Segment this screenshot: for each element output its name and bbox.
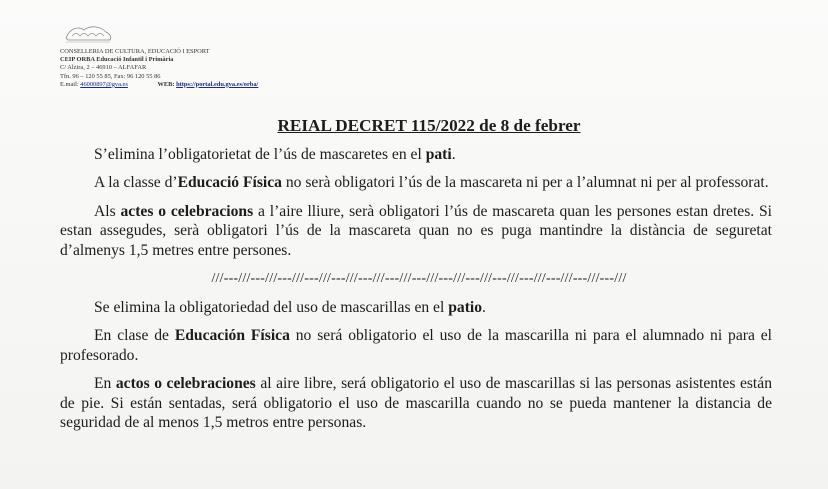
letterhead [60,22,258,89]
bold-run: actes o celebracions [120,202,254,220]
bold-run: Educació Física [177,174,282,191]
letterhead-school: CEIP ORBA Educació Infantil i Primària [60,56,174,64]
text-run: . [482,298,486,316]
document-body [60,116,772,442]
text-run: En [94,375,116,392]
text-run: no serà obligatori l’ús de la mascareta ni per a l’alumnat ni per al professorat. [281,174,769,191]
web-link[interactable]: https://portal.edu.gva.es/orba/ [176,80,259,88]
valencian-paragraph-events [60,202,772,261]
spanish-paragraph-patio [60,298,772,318]
web-group [157,81,258,88]
email-link[interactable]: 46000897@gva.es [80,80,128,88]
text-run: A la classe d’ [94,174,178,191]
web-label: WEB: [157,80,175,88]
text-run: Se elimina la obligatoriedad del uso de mascarillas en el [94,298,449,316]
spanish-paragraph-events [60,374,772,433]
text-run: no será obligatorio el uso de la mascarilla ni para el alumnado ni para el profesorado. [60,327,772,364]
spanish-paragraph-physical-education [60,326,772,365]
bold-run: pati [425,145,452,163]
text-run: a l’aire lliure, serà obligatori l’ús de mascareta quan les persones estan dretes. Si estan assegudes, serà obligatori l’ús de la mascareta quan no es puga mantindre la distància de seguretat d’almenys 1,5 metres entre persones. [60,202,773,259]
email-label: E.mail: [60,80,79,88]
letterhead-dept: CONSELLERIA DE CULTURA, EDUCACIÓ I ESPORT [60,48,210,55]
valencian-paragraph-physical-education [60,173,772,193]
valencian-paragraph-patio [60,145,772,165]
language-divider: ///---///---///---///---///---///---///---///---///---///---///---///---///---///---///---/// [211,271,627,286]
text-run: En clase de [94,327,175,344]
document-title: REIAL DECRET 115/2022 de 8 de febrer [277,116,581,135]
text-run: S’elimina l’obligatorietat de l’ús de mascaretes en el [94,145,426,163]
letterhead-phone: Tfn. 96 – 120 55 85, Fax: 96 120 55 86 [60,72,161,80]
bold-run: Educación Física [174,327,290,344]
generalitat-logo-icon [62,22,114,44]
text-run: al aire libre, será obligatorio el uso de mascarillas si las personas asistentes están de pie. Si están sentadas, será obligatorio el uso de mascarilla cuando no se pueda mantener la distancia de seguridad de al menos 1,5 metros entre personas. [60,375,772,431]
text-run: . [451,145,456,163]
bold-run: actos o celebraciones [115,375,256,392]
bold-run: patio [448,298,483,316]
letterhead-address: C/ Alzira, 2 – 46910 – ALFAFAR [60,64,147,72]
letterhead-contact [60,81,258,89]
text-run: Als [94,202,121,220]
